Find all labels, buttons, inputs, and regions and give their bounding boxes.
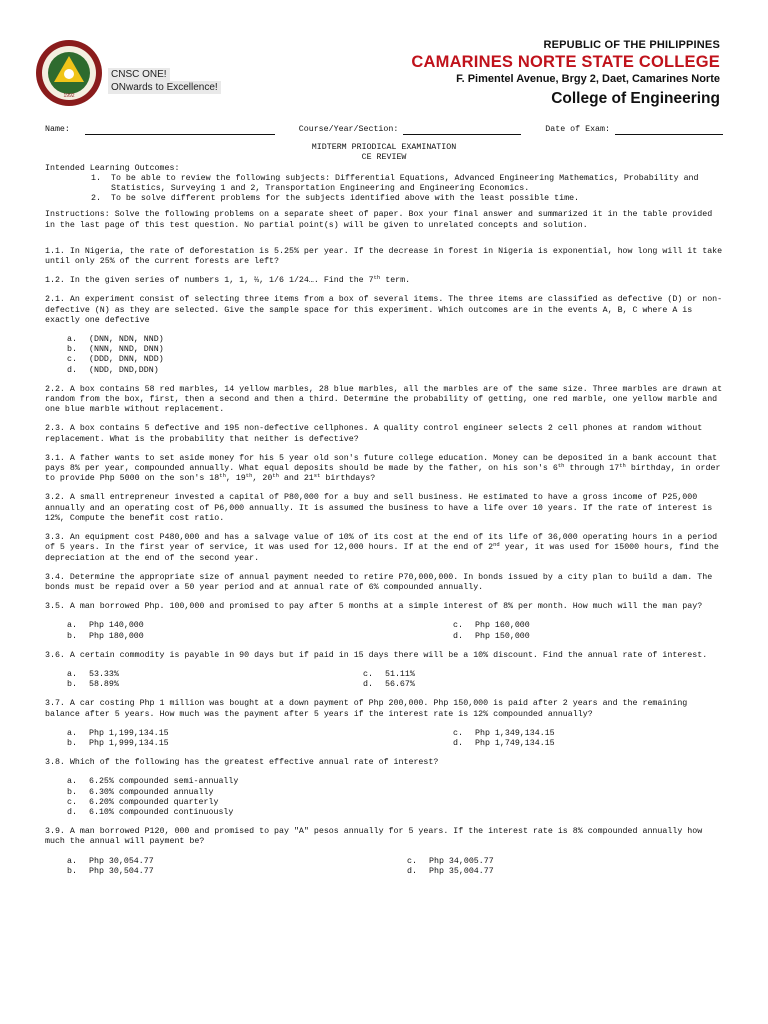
question-1-2: 1.2. In the given series of numbers 1, 1, ⅔, 1/6 1/24…. Find the 7th term. [45, 274, 411, 286]
option-item: c. (DDD, DNN, NDD) [67, 355, 164, 365]
college-seal-logo [34, 38, 104, 108]
option-item: d. Php 150,000 [453, 631, 530, 641]
option-item: d. 6.10% compounded continuously [67, 807, 234, 817]
question-2-3: 2.3. A box contains 5 defective and 195 non-defective cellphones. A quality control engineer selects 2 cell phones at random without replacement. What is the probability that neither is defective? [45, 424, 703, 444]
letterhead [411, 38, 720, 110]
name-label: Name: [45, 125, 70, 134]
ilo-heading: Intended Learning Outcomes: [45, 163, 180, 173]
option-item: d. Php 1,749,134.15 [453, 738, 555, 748]
option-item: b. Php 1,999,134.15 [67, 738, 169, 748]
ilo-list [91, 174, 723, 205]
course-label: Course/Year/Section: [298, 125, 399, 134]
question-3-8-options [67, 777, 723, 818]
option-item: c. Php 160,000 [453, 621, 530, 631]
question-3-4: 3.4. Determine the appropriate size of annual payment needed to retire P70,000,000. In bonds issued by a city plan to build a dam. The bonds must be repaid over a 50 year period and at annual rate of 6% compounded annually. [45, 572, 713, 592]
motto-line-2: ONwards to Excellence! [108, 81, 221, 94]
question-3-5-options [67, 621, 723, 641]
option-item: a. (DNN, NDN, NND) [67, 335, 164, 345]
department-name: College of Engineering [551, 90, 720, 107]
option-item: b. (NNN, NND, DNN) [67, 345, 164, 355]
exam-content [45, 125, 723, 877]
option-item: a. 6.25% compounded semi-annually [67, 777, 239, 787]
question-2-1-options [67, 335, 723, 376]
option-item: a. 53.33% [67, 669, 119, 679]
option-item: b. Php 30,504.77 [67, 866, 154, 876]
name-field[interactable] [85, 125, 275, 135]
question-3-7-options [67, 729, 723, 749]
list-item: 2. To be solve different problems for the subjects identified above with the least possible time. [91, 194, 580, 204]
question-1-1: 1.1. In Nigeria, the rate of deforestation is 5.25% per year. If the decrease in forest in Nigeria is exponential, how long will it take until only 25% of the current forests are left? [45, 246, 723, 267]
option-item: c. Php 34,005.77 [407, 856, 494, 866]
list-item: 1. To be able to review the following subjects: Differential Equations, Advanced Engineering Mathematics, Probability and Statistics, Surveying 1 and 2, Transportation Engineering and Engineering Economics. [91, 173, 699, 194]
option-item: a. Php 140,000 [67, 621, 144, 631]
instructions: Instructions: Solve the following problems on a separate sheet of paper. Box your final answer and summarized it in the table provided in the last page of this test question. No partial point(s) will be given to unrelated concepts and solution. [45, 210, 713, 230]
motto-line-1: CNSC ONE! [108, 68, 170, 81]
question-3-9: 3.9. A man borrowed P120, 000 and promised to pay "A" pesos annually for 5 years. If the interest rate is 8% compounded annually how much the annual will payment be? [45, 827, 703, 847]
option-item: d. 56.67% [363, 680, 415, 690]
option-item: c. Php 1,349,134.15 [453, 728, 555, 738]
student-info-row [45, 125, 723, 135]
question-3-5: 3.5. A man borrowed Php. 100,000 and promised to pay after 5 months at a simple interest of 8% per month. How much will the man pay? [45, 602, 703, 612]
question-3-2: 3.2. A small entrepreneur invested a capital of P80,000 for a buy and sell business. He estimated to have a gross income of P25,000 annually and an operating cost of P6,000 annually. It is assumed the business to have a life over 10 years. If the rate of interest is 12%, Compute the benefit cost ratio. [45, 493, 713, 523]
question-3-1: 3.1. A father wants to set aside money for his 5 year old son's future college education. Money can be deposited in a bank account that pays 8% per year, compounded annually. What equal deposits should be made by the father, on his son's 6th through 17th birthday, in order to provide Php 5000 on the son's 18th, 19th, 20th and 21st birthdays? [45, 453, 721, 484]
college-name: CAMARINES NORTE STATE COLLEGE [411, 53, 720, 71]
course-field[interactable] [403, 125, 521, 135]
college-address: F. Pimentel Avenue, Brgy 2, Daet, Camarines Norte [456, 73, 720, 85]
question-3-6-options [67, 670, 723, 690]
option-item: d. (NDD, DND,DDN) [67, 365, 159, 375]
question-2-1: 2.1. An experiment consist of selecting three items from a box of several items. The three items are classified as defective (D) or non-defective (N) as they are selected. Give the sample space for this experiment. Which outcomes are in the events A, B, C where A is exactly one defective [45, 295, 723, 325]
option-item: d. Php 35,004.77 [407, 866, 494, 876]
exam-subtitle: CE REVIEW [361, 153, 407, 163]
question-3-8: 3.8. Which of the following has the greatest effective annual rate of interest? [45, 758, 439, 768]
question-2-2: 2.2. A box contains 58 red marbles, 14 yellow marbles, 28 blue marbles, all the marbles are of the same size. Three marbles are drawn at random from the box, first, then a second and then a third. Determine the probability of getting, one red marble, one yellow marble and one blue marble without replacement. [45, 384, 723, 415]
option-item: c. 6.20% compounded quarterly [67, 797, 219, 807]
question-3-3: 3.3. An equipment cost P480,000 and has a salvage value of 10% of its cost at the end of its life of 36,000 operating hours in a period of 5 years. In the first year of service, it was used for 12,000 hours. If at the end of 2nd year, it was used for 15000 hours, find the depreciation at the end of the second year. [45, 533, 719, 563]
date-label: Date of Exam: [545, 125, 610, 134]
question-3-7: 3.7. A car costing Php 1 million was bought at a down payment of Php 200,000. Php 150,000 is paid after 2 years and the remaining balance after 5 years. How much was the payment after 5 years if the interest rate is 12% compounded annually? [45, 699, 688, 719]
option-item: c. 51.11% [363, 669, 415, 679]
option-item: b. 58.89% [67, 680, 119, 690]
question-3-6: 3.6. A certain commodity is payable in 90 days but if paid in 15 days there will be a 10% discount. Find the annual rate of interest. [45, 650, 708, 660]
college-motto [108, 68, 221, 94]
date-field[interactable] [615, 125, 723, 135]
option-item: a. Php 1,199,134.15 [67, 728, 169, 738]
option-item: b. Php 180,000 [67, 631, 144, 641]
republic-label: REPUBLIC OF THE PHILIPPINES [543, 39, 720, 51]
question-3-9-options [67, 857, 723, 877]
exam-title: MIDTERM PRIODICAL EXAMINATION [311, 143, 457, 153]
seal-year: 1992 [63, 93, 75, 99]
option-item: a. Php 30,054.77 [67, 856, 154, 866]
option-item: b. 6.30% compounded annually [67, 787, 214, 797]
